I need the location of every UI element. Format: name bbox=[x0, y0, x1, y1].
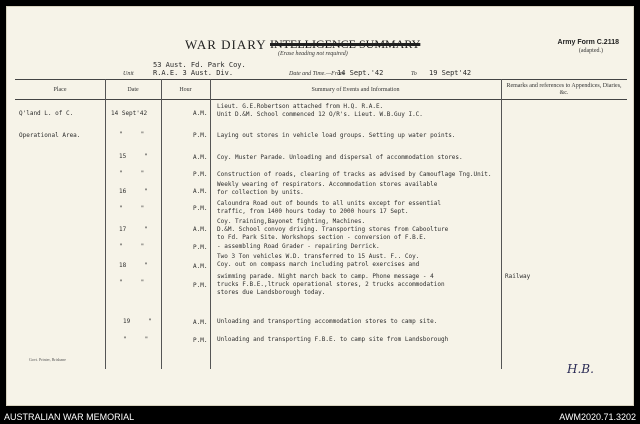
row-12-summary: Unloading and transporting F.B.E. to camp site from Landsborough bbox=[217, 336, 449, 343]
unit-label: Unit bbox=[123, 71, 134, 77]
row-5-date: 16 " bbox=[119, 188, 148, 195]
row-10-remarks: Railway bbox=[505, 273, 531, 280]
col-date: Date bbox=[127, 87, 139, 93]
war-diary-page bbox=[6, 6, 634, 406]
row-10-hour: P.M. bbox=[193, 282, 208, 289]
row-6-hour: P.M. bbox=[193, 205, 208, 212]
row-7-summary: Coy. Training,Bayonet fighting, Machines. D.&M. School convoy driving. Transporting stores from Caboolture to Fd. Park Site. Workshops section - conversion of F.B.E. bbox=[217, 218, 449, 241]
summary-column-rule bbox=[210, 79, 211, 369]
handwritten-initials: H.B. bbox=[567, 362, 594, 376]
row-6-summary: Caloundra Road out of bounds to all units except for essential traffic, from 1400 hours today to 2000 hours 17 Sept. bbox=[217, 200, 441, 215]
hour-column-rule bbox=[161, 79, 162, 369]
row-11-hour: A.M. bbox=[193, 319, 208, 326]
col-hour: Hour bbox=[179, 87, 192, 93]
struck-heading: INTELLIGENCE SUMMARY bbox=[270, 37, 421, 51]
row-4-date: " " bbox=[119, 170, 145, 177]
row-10-date: " " bbox=[119, 279, 145, 286]
row-1-place: Q'land L. of C. bbox=[19, 110, 74, 117]
row-8-date: " " bbox=[119, 243, 145, 250]
archive-footer bbox=[0, 410, 640, 424]
row-11-date: 19 " bbox=[123, 318, 152, 325]
erase-note: (Erase heading not required) bbox=[278, 51, 348, 57]
row-11-summary: Unloading and transporting accommodation stores to camp site. bbox=[217, 318, 438, 325]
row-8-summary: - assembling Road Grader - repairing Derrick. bbox=[217, 243, 380, 250]
col-place: Place bbox=[53, 87, 67, 93]
row-2-date: " " bbox=[119, 131, 145, 138]
row-1-hour: A.M. bbox=[193, 110, 208, 117]
row-5-summary: Weekly wearing of respirators. Accommodation stores available for collection by units. bbox=[217, 181, 438, 196]
row-9-summary: Two 3 Ton vehicles W.D. transferred to 15 Aust. F.. Coy. Coy. out on compass march including patrol exercises and bbox=[217, 253, 420, 268]
row-5-hour: A.M. bbox=[193, 188, 208, 195]
printer-imprint: Govt. Printer, Brisbane bbox=[29, 357, 66, 362]
row-10-summary: swimming parade. Night march back to camp. Phone message - 4 trucks F.B.E.,ltruck operational stores, 2 trucks accommodation stores due Landsborough today. bbox=[217, 273, 445, 296]
diary-title: WAR DIARY bbox=[185, 37, 267, 52]
row-12-date: " " bbox=[123, 336, 149, 343]
row-9-date: 18 " bbox=[119, 262, 148, 269]
row-9-hour: A.M. bbox=[193, 263, 208, 270]
date-column-rule bbox=[105, 79, 106, 369]
row-12-hour: P.M. bbox=[193, 337, 208, 344]
row-8-hour: P.M. bbox=[193, 244, 208, 251]
row-1-summary: Lieut. G.E.Robertson attached from H.Q. R.A.E. Unit D.&M. School commenced 12 O/R's. Lieut. W.B.Guy I.C. bbox=[217, 103, 423, 118]
remarks-column-rule bbox=[501, 79, 502, 369]
row-3-summary: Coy. Muster Parade. Unloading and dispersal of accommodation stores. bbox=[217, 154, 463, 161]
row-7-date: 17 " bbox=[119, 226, 148, 233]
footer-accession: AWM2020.71.3202 bbox=[559, 412, 636, 422]
row-1-date: 14 Sept'42 bbox=[111, 110, 148, 117]
date-label: Date and Time.—From bbox=[289, 71, 345, 77]
row-4-hour: P.M. bbox=[193, 171, 208, 178]
form-id: Army Form C.2118 bbox=[557, 39, 619, 46]
header-bottom-rule bbox=[15, 99, 627, 100]
date-to: 19 Sept'42 bbox=[429, 69, 472, 77]
date-from: 14 Sept.'42 bbox=[337, 69, 384, 77]
form-note: (adapted.) bbox=[578, 48, 603, 54]
row-2-hour: P.M. bbox=[193, 132, 208, 139]
table-top-rule bbox=[15, 79, 627, 80]
col-summary: Summary of Events and Information bbox=[311, 87, 400, 93]
row-2-summary: Laying out stores in vehicle load groups. Setting up water points. bbox=[217, 132, 456, 139]
unit-line-1: 53 Aust. Fd. Park Coy. bbox=[153, 61, 246, 69]
unit-line-2: R.A.E. 3 Aust. Div. bbox=[153, 69, 234, 77]
row-6-date: " " bbox=[119, 205, 145, 212]
date-to-label: To bbox=[411, 71, 417, 77]
row-7-hour: A.M. bbox=[193, 226, 208, 233]
row-3-hour: A.M. bbox=[193, 154, 208, 161]
row-4-summary: Construction of roads, clearing of tracks as advised by Camouflage Tng.Unit. bbox=[217, 171, 492, 178]
col-remarks: Remarks and references to Appendices, Diaries, &c. bbox=[506, 83, 622, 96]
row-2-place: Operational Area. bbox=[19, 132, 81, 139]
row-3-date: 15 " bbox=[119, 153, 148, 160]
footer-institution: AUSTRALIAN WAR MEMORIAL bbox=[4, 412, 135, 422]
